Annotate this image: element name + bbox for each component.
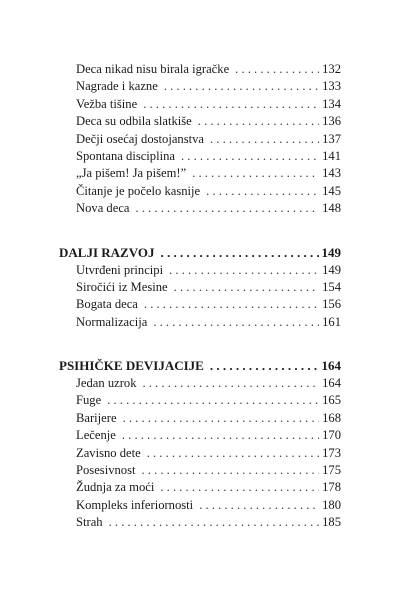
toc-entry-title: Nova deca bbox=[76, 201, 130, 216]
dot-leader bbox=[206, 183, 319, 200]
toc-entry-page: 132 bbox=[322, 62, 341, 76]
dot-leader bbox=[144, 296, 319, 313]
dot-leader bbox=[169, 262, 319, 279]
toc-entry bbox=[59, 262, 341, 279]
toc-entry-page: 164 bbox=[322, 376, 341, 391]
dot-leader bbox=[107, 392, 319, 409]
toc-entry bbox=[59, 462, 341, 479]
toc-entry bbox=[59, 375, 341, 392]
toc-entry-title: Zavisno dete bbox=[76, 445, 141, 460]
toc-entry bbox=[59, 113, 341, 130]
toc-entry-title: Strah bbox=[76, 515, 103, 530]
toc-entry-page: 141 bbox=[322, 148, 341, 163]
dot-leader bbox=[199, 497, 319, 514]
section-spacer bbox=[59, 218, 341, 244]
toc-entry bbox=[59, 78, 341, 95]
dot-leader bbox=[143, 96, 319, 113]
toc-entry-page: 148 bbox=[322, 201, 341, 216]
toc-entry-page: 173 bbox=[322, 445, 341, 460]
toc-group bbox=[59, 244, 341, 332]
toc-entry-title: Normalizacija bbox=[76, 314, 148, 329]
dot-leader bbox=[210, 357, 319, 375]
toc-entry-title: Spontana disciplina bbox=[76, 148, 175, 163]
toc-entry-page: 165 bbox=[322, 393, 341, 408]
toc-entry bbox=[59, 392, 341, 409]
toc-entry-title: Lečenje bbox=[76, 428, 116, 443]
toc-entry-title: Siročići iz Mesine bbox=[76, 279, 168, 294]
dot-leader bbox=[210, 131, 319, 148]
toc-entry bbox=[59, 445, 341, 462]
toc-entry-page: 145 bbox=[322, 183, 341, 198]
dot-leader bbox=[192, 165, 319, 182]
toc-entry bbox=[59, 279, 341, 296]
toc-entry-page: 185 bbox=[322, 515, 341, 530]
toc-entry-page: 178 bbox=[322, 480, 341, 495]
dot-leader bbox=[123, 410, 319, 427]
toc-heading-title: DALJI RAZVOJ bbox=[59, 244, 155, 260]
toc-entry-title: Posesivnost bbox=[76, 463, 136, 478]
toc-entry-title: Jedan uzrok bbox=[76, 376, 137, 391]
dot-leader bbox=[136, 200, 320, 217]
toc-section-heading bbox=[59, 357, 341, 375]
toc-entry-page: 154 bbox=[322, 279, 341, 294]
toc-entry-page: 175 bbox=[322, 463, 341, 478]
toc-entry-page: 180 bbox=[322, 497, 341, 512]
toc-entry bbox=[59, 479, 341, 496]
toc-entry-title: Kompleks inferiornosti bbox=[76, 497, 194, 512]
dot-leader bbox=[160, 479, 319, 496]
toc-entry bbox=[59, 183, 341, 200]
toc-entry bbox=[59, 296, 341, 313]
toc-entry-page: 137 bbox=[322, 131, 341, 146]
toc-entry-page: 168 bbox=[322, 410, 341, 425]
toc-entry bbox=[59, 200, 341, 217]
toc-entry bbox=[59, 514, 341, 531]
toc-entry-title: „Ja pišem! Ja pišem!” bbox=[76, 166, 187, 181]
dot-leader bbox=[143, 375, 320, 392]
toc-entry-title: Deca su odbila slatkiše bbox=[76, 114, 192, 129]
toc-entry bbox=[59, 148, 341, 165]
dot-leader bbox=[141, 462, 319, 479]
toc-entry-page: 134 bbox=[322, 96, 341, 111]
toc-entry-page: 136 bbox=[322, 114, 341, 129]
toc-entry bbox=[59, 131, 341, 148]
section-spacer bbox=[59, 331, 341, 357]
toc-entry bbox=[59, 96, 341, 113]
dot-leader bbox=[198, 113, 319, 130]
toc-heading-page: 149 bbox=[321, 244, 341, 260]
toc-entry-title: Utvrđeni principi bbox=[76, 262, 164, 277]
toc-entry-page: 161 bbox=[322, 314, 341, 329]
dot-leader bbox=[122, 427, 319, 444]
toc-entry bbox=[59, 314, 341, 331]
dot-leader bbox=[181, 148, 319, 165]
dot-leader bbox=[109, 514, 319, 531]
toc-entry-title: Žudnja za moći bbox=[76, 480, 155, 495]
toc-section-heading bbox=[59, 244, 341, 262]
toc-entry-page: 143 bbox=[322, 166, 341, 181]
toc-entry-title: Fuge bbox=[76, 393, 102, 408]
toc-entry bbox=[59, 410, 341, 427]
toc-entry-page: 156 bbox=[322, 297, 341, 312]
table-of-contents bbox=[59, 61, 341, 532]
dot-leader bbox=[174, 279, 319, 296]
toc-entry bbox=[59, 61, 341, 78]
dot-leader bbox=[147, 445, 319, 462]
toc-entry-title: Nagrade i kazne bbox=[76, 79, 158, 94]
toc-entry-page: 133 bbox=[322, 79, 341, 94]
toc-entry bbox=[59, 497, 341, 514]
toc-group bbox=[59, 357, 341, 532]
toc-entry-title: Bogata deca bbox=[76, 297, 138, 312]
toc-entry-title: Vežba tišine bbox=[76, 96, 138, 111]
toc-entry-page: 170 bbox=[322, 428, 341, 443]
toc-heading-title: PSIHIČKE DEVIJACIJE bbox=[59, 358, 204, 374]
toc-entry bbox=[59, 165, 341, 182]
toc-group bbox=[59, 61, 341, 218]
dot-leader bbox=[160, 244, 319, 262]
toc-entry-page: 149 bbox=[322, 262, 341, 277]
dot-leader bbox=[153, 314, 319, 331]
toc-entry-title: Čitanje je počelo kasnije bbox=[76, 183, 201, 198]
dot-leader bbox=[164, 78, 319, 95]
toc-entry-title: Deca nikad nisu birala igračke bbox=[76, 62, 230, 76]
toc-entry-title: Dečji osećaj dostojanstva bbox=[76, 131, 204, 146]
toc-heading-page: 164 bbox=[321, 358, 341, 374]
dot-leader bbox=[235, 61, 319, 78]
toc-entry-title: Barijere bbox=[76, 410, 117, 425]
toc-entry bbox=[59, 427, 341, 444]
